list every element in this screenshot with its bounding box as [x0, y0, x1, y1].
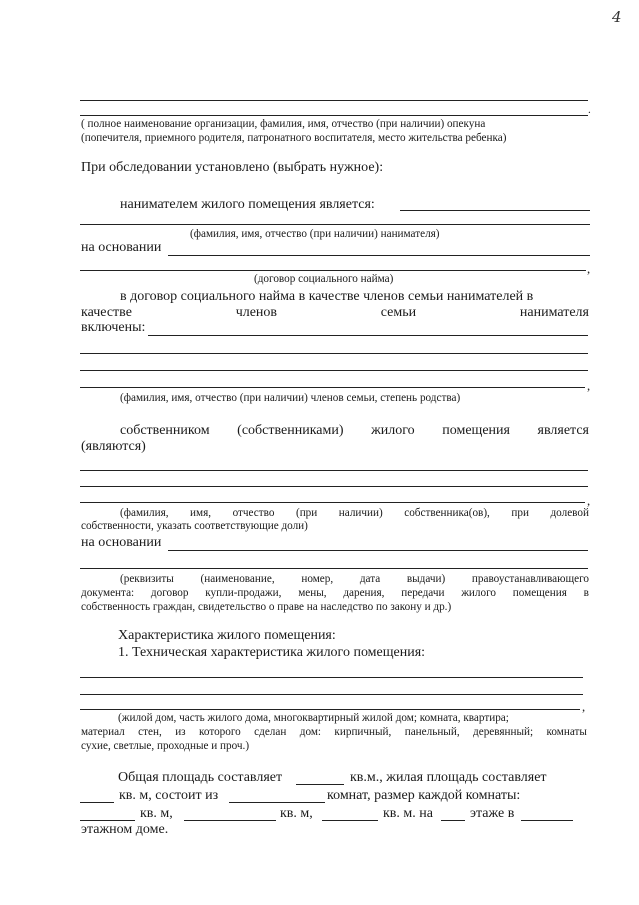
tenant-basis-field[interactable] [168, 255, 590, 256]
family-word: членов [235, 305, 278, 320]
family-members-field-4[interactable] [80, 387, 585, 388]
owner-docs-word: выдачи) [406, 573, 446, 585]
technical-caption-word: дом: [299, 726, 322, 738]
technical-caption-1: (жилой дом, часть жилого дома, многоквартирный жилой дом; комната, квартира; [118, 712, 509, 724]
room-size-3-field[interactable] [322, 820, 378, 821]
owner-basis-field-2[interactable] [80, 568, 588, 569]
area-living-label: кв.м., жилая площадь составляет [350, 770, 547, 785]
owner-caption-word: при [511, 507, 529, 519]
owner-caption-word: отчество [232, 507, 275, 519]
family-text-3: включены: [81, 320, 146, 335]
owner-caption-1 [120, 507, 589, 520]
living-area-field[interactable] [80, 802, 114, 803]
owner-word: (собственниками) [237, 423, 344, 438]
technical-caption-word: сделан [254, 726, 287, 738]
room-size-1-field[interactable] [80, 820, 135, 821]
owner-caption-word: долевой [550, 507, 589, 519]
owner-docs-2 [81, 587, 589, 600]
owner-docs-1 [120, 573, 589, 586]
owner-docs-word: дарения, [343, 587, 385, 599]
tenant-label: нанимателем жилого помещения является: [120, 197, 375, 212]
building-floors-label: этажном доме. [81, 822, 169, 837]
owner-docs-word: мены, [298, 587, 327, 599]
owner-caption-word: (при [295, 507, 318, 519]
rooms-count-label: кв. м, состоит из [119, 788, 219, 803]
technical-caption-word: материал [81, 726, 125, 738]
room-size-2-field[interactable] [184, 820, 276, 821]
trailing-period: . [588, 104, 591, 116]
survey-heading: При обследовании установлено (выбрать нужное): [81, 160, 384, 175]
family-members-field-3[interactable] [80, 370, 588, 371]
owner-docs-word: помещения [512, 587, 567, 599]
owner-docs-3: собственность граждан, свидетельство о праве на наследство по закону и др.) [81, 601, 452, 613]
caption-organization-1: ( полное наименование организации, фамилия, имя, отчество (при наличии) опекуна [81, 118, 486, 130]
family-caption: (фамилия, имя, отчество (при наличии) членов семьи, степень родства) [120, 392, 461, 404]
tenant-basis-label: на основании [81, 240, 162, 255]
trailing-comma: , [587, 379, 591, 393]
tenant-basis-caption: (договор социального найма) [254, 273, 394, 285]
characteristics-heading: Характеристика жилого помещения: [118, 628, 336, 643]
owner-caption-word: имя, [190, 507, 212, 519]
family-word: нанимателя [519, 305, 589, 320]
owner-docs-word: купли-продажи, [205, 587, 282, 599]
owner-name-field-2[interactable] [80, 486, 588, 487]
technical-caption-word: из [175, 726, 186, 738]
owner-caption-word: наличии) [338, 507, 383, 519]
owner-docs-word: (наименование, [200, 573, 275, 585]
technical-caption-word: кирпичный, [334, 726, 392, 738]
owner-basis-field[interactable] [168, 550, 588, 551]
unit-sqm-on: кв. м. на [383, 806, 433, 821]
trailing-comma: , [587, 262, 591, 276]
owner-basis-label: на основании [81, 535, 162, 550]
owner-text-2: (являются) [81, 439, 146, 454]
owner-docs-word: документа: [81, 587, 135, 599]
family-members-field[interactable] [148, 335, 588, 336]
floor-label: этаже в [470, 806, 515, 821]
owner-text-1 [120, 423, 589, 439]
technical-caption-2 [81, 726, 587, 739]
owner-word: собственником [120, 423, 210, 438]
trailing-comma: , [587, 494, 591, 508]
owner-docs-word: жилого [461, 587, 496, 599]
owner-docs-word: правоустанавливающего [471, 573, 589, 585]
technical-caption-word: панельный, [404, 726, 460, 738]
family-word: качестве [81, 305, 132, 320]
room-size-label: комнат, размер каждой комнаты: [327, 788, 521, 803]
owner-docs-word: передачи [401, 587, 445, 599]
page-number: 4 [612, 8, 622, 26]
family-text-2 [81, 305, 589, 321]
caption-organization-2: (попечителя, приемного родителя, патронатного воспитателя, место жительства ребенка) [81, 132, 507, 144]
blank-line-organization[interactable] [80, 100, 588, 101]
owner-name-field-3[interactable] [80, 502, 585, 503]
technical-caption-word: деревянный; [473, 726, 534, 738]
area-total-label: Общая площадь составляет [118, 770, 283, 785]
tenant-name-field-2[interactable] [80, 224, 590, 225]
owner-name-field[interactable] [80, 470, 588, 471]
owner-docs-word: номер, [301, 573, 334, 585]
technical-caption-word: которого [199, 726, 241, 738]
technical-caption-word: стен, [138, 726, 162, 738]
owner-docs-word: (реквизиты [120, 573, 174, 585]
technical-field[interactable] [80, 677, 583, 678]
unit-sqm-2: кв. м, [280, 806, 313, 821]
unit-sqm-1: кв. м, [140, 806, 173, 821]
tenant-basis-field-2[interactable] [80, 270, 586, 271]
total-area-field[interactable] [296, 784, 344, 785]
floor-field[interactable] [441, 820, 465, 821]
owner-caption-2: собственности, указать соответствующие доли) [81, 520, 308, 532]
tenant-caption: (фамилия, имя, отчество (при наличии) нанимателя) [190, 228, 440, 240]
owner-docs-word: дата [359, 573, 381, 585]
trailing-comma: , [582, 700, 586, 714]
technical-caption-word: комнаты [546, 726, 587, 738]
owner-word: помещения [442, 423, 510, 438]
owner-caption-word: собственника(ов), [404, 507, 490, 519]
technical-field-2[interactable] [80, 694, 583, 695]
owner-caption-word: (фамилия, [120, 507, 169, 519]
technical-field-3[interactable] [80, 709, 580, 710]
technical-caption-3: сухие, светлые, проходные и проч.) [81, 740, 250, 752]
owner-word: является [537, 423, 589, 438]
building-floors-field[interactable] [521, 820, 573, 821]
family-word: семьи [380, 305, 417, 320]
tenant-name-field[interactable] [400, 210, 590, 211]
rooms-count-field[interactable] [229, 802, 325, 803]
owner-word: жилого [371, 423, 415, 438]
owner-docs-word: договор [150, 587, 189, 599]
blank-line-organization-2[interactable] [80, 115, 588, 116]
family-text-1: в договор социального найма в качестве членов семьи нанимателей в [120, 289, 534, 304]
technical-characteristics-item: 1. Техническая характеристика жилого помещения: [118, 645, 426, 660]
family-members-field-2[interactable] [80, 353, 588, 354]
owner-docs-word: в [583, 587, 589, 599]
